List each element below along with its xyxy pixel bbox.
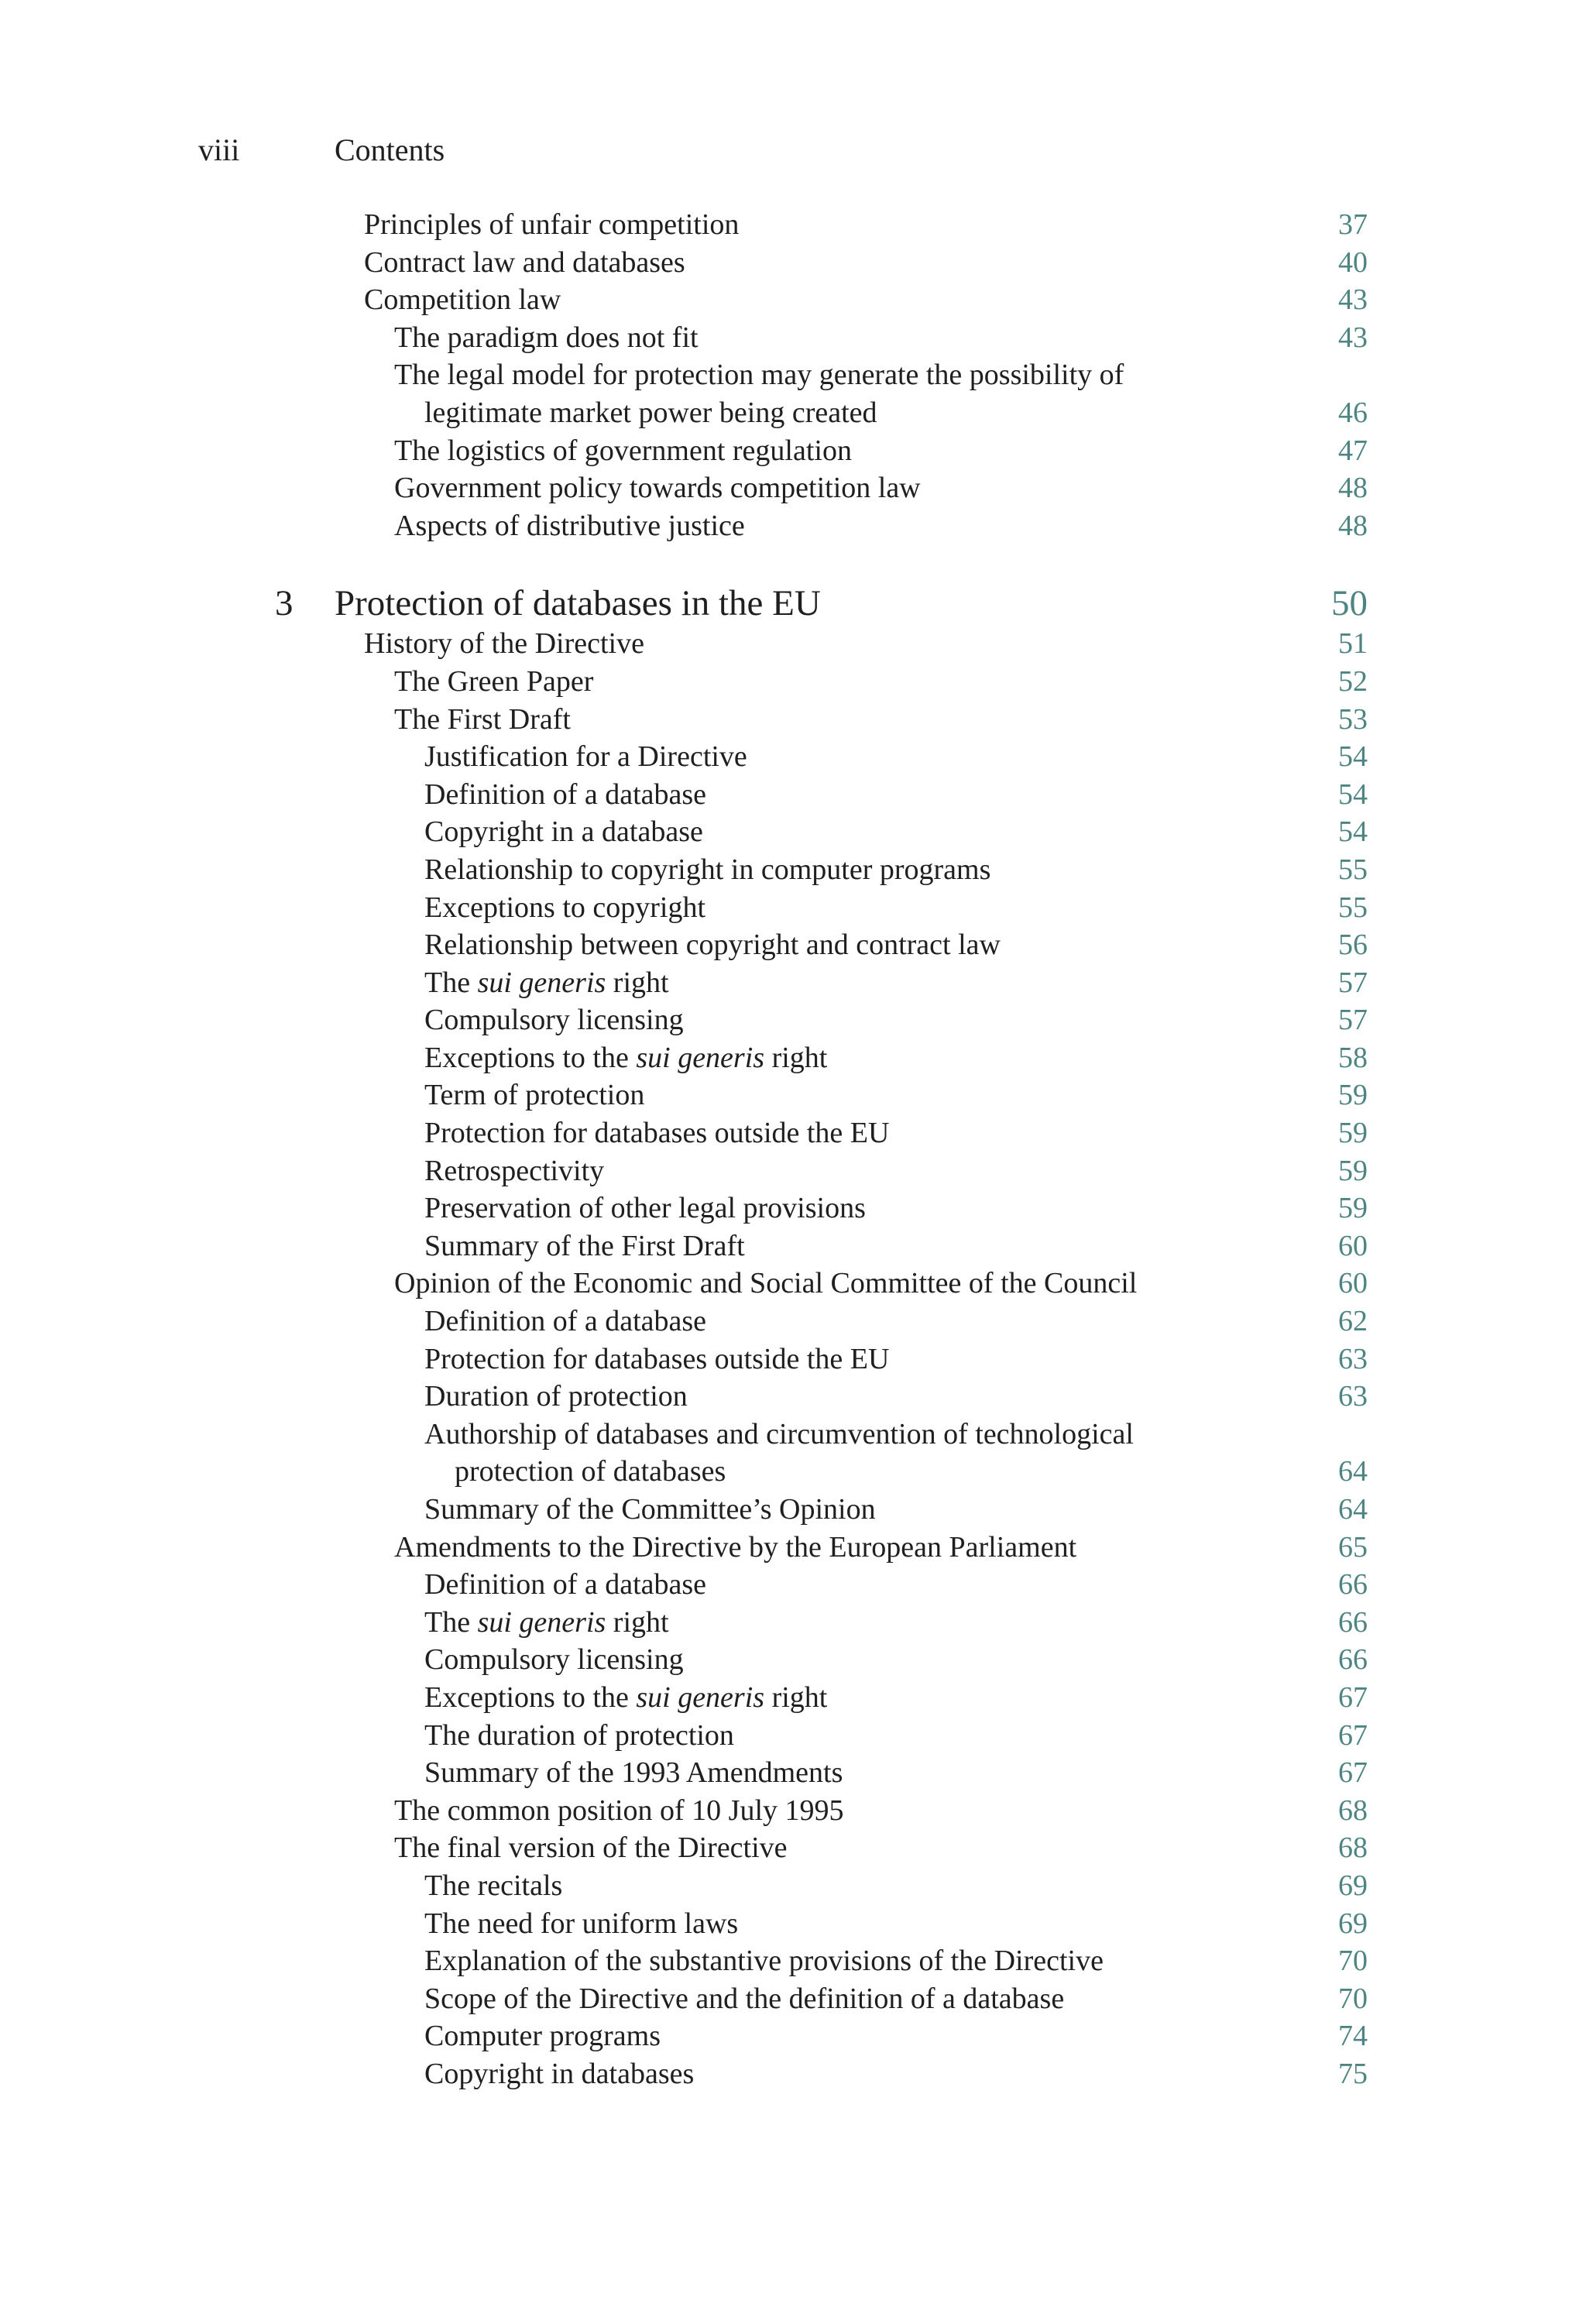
toc-entry-page: 54	[1338, 815, 1368, 849]
toc-entry-page: 57	[1338, 1004, 1368, 1037]
toc-entry-page: 70	[1338, 1982, 1368, 2015]
toc-entry	[0, 206, 1586, 244]
toc-entry	[0, 469, 1586, 507]
toc-entry-title: Duration of protection	[424, 1380, 688, 1413]
toc-entry-page: 43	[1338, 321, 1368, 354]
toc-entry-page: 59	[1338, 1192, 1368, 1225]
toc-entry	[0, 701, 1586, 739]
toc-entry-title	[424, 1604, 669, 1642]
toc-entry-page: 37	[1338, 208, 1368, 241]
title-prefix: Exceptions to the	[424, 1680, 637, 1714]
title-suffix: right	[606, 966, 669, 999]
toc-entry	[0, 1341, 1586, 1378]
toc-entry	[0, 1265, 1586, 1303]
title-suffix: right	[606, 1605, 669, 1639]
toc-entry	[0, 776, 1586, 814]
title-italic: sui generis	[477, 966, 606, 999]
toc-entry	[0, 1829, 1586, 1867]
toc-entry-page: 55	[1338, 853, 1368, 886]
toc-entry-page: 66	[1338, 1568, 1368, 1601]
toc-entry-page: 60	[1338, 1229, 1368, 1262]
toc-entry-title: Copyright in databases	[424, 2057, 695, 2090]
toc-entry-title: The paradigm does not fit	[394, 321, 699, 354]
toc-entry-title: The duration of protection	[424, 1718, 734, 1752]
toc-entry-page: 51	[1338, 627, 1368, 661]
toc-entry-title: Opinion of the Economic and Social Committee of the Council	[394, 1267, 1138, 1300]
title-suffix: right	[764, 1041, 828, 1074]
chapter-number: 3	[275, 583, 294, 624]
toc-entry-page: 60	[1338, 1267, 1368, 1300]
toc-entry-title: Principles of unfair competition	[364, 208, 740, 241]
toc-entry-page: 66	[1338, 1643, 1368, 1677]
toc-entry-page: 57	[1338, 966, 1368, 999]
toc-entry-title: The logistics of government regulation	[394, 434, 852, 467]
toc-entry	[0, 1152, 1586, 1190]
toc-entry-page: 48	[1338, 472, 1368, 505]
toc-entry-page: 62	[1338, 1305, 1368, 1338]
toc-entry	[0, 1905, 1586, 1943]
toc-entry-title: Compulsory licensing	[424, 1004, 684, 1037]
toc-entry-title: Retrospectivity	[424, 1154, 605, 1187]
toc-entry-title: The recitals	[424, 1869, 563, 1902]
toc-entry-page: 67	[1338, 1718, 1368, 1752]
toc-entry-page: 59	[1338, 1117, 1368, 1150]
toc-entry-page: 66	[1338, 1605, 1368, 1639]
toc-entry-page: 53	[1338, 702, 1368, 736]
toc-entry	[0, 663, 1586, 701]
toc-entry	[0, 356, 1586, 394]
toc-entry-page: 46	[1338, 396, 1368, 429]
toc-entry-title: Compulsory licensing	[424, 1643, 684, 1677]
toc-entry	[0, 1867, 1586, 1905]
toc-entry-page: 63	[1338, 1342, 1368, 1375]
toc-entry-title: The legal model for protection may generate the possibility of	[394, 359, 1124, 392]
toc-entry-page: 68	[1338, 1831, 1368, 1865]
toc-entry	[0, 926, 1586, 964]
toc-entry	[0, 507, 1586, 545]
toc-entry-page: 64	[1338, 1493, 1368, 1526]
title-italic: sui generis	[477, 1605, 606, 1639]
toc-entry	[0, 1039, 1586, 1077]
toc-entry	[0, 432, 1586, 470]
title-prefix: Exceptions to the	[424, 1041, 637, 1074]
toc-entry	[0, 1114, 1586, 1152]
toc-entry	[0, 813, 1586, 851]
toc-entry	[0, 1529, 1586, 1567]
toc-entry-title: Preservation of other legal provisions	[424, 1192, 866, 1225]
toc-entry-title: Exceptions to copyright	[424, 891, 706, 924]
toc-entry	[0, 1942, 1586, 1980]
chapter-title: Protection of databases in the EU	[335, 583, 821, 624]
page-header	[0, 129, 1586, 172]
toc-entry	[0, 1717, 1586, 1755]
toc-entry-page: 68	[1338, 1794, 1368, 1827]
table-of-contents	[0, 206, 1586, 2093]
toc-entry-title: The need for uniform laws	[424, 1907, 739, 1940]
toc-entry-title: Summary of the First Draft	[424, 1229, 745, 1262]
toc-entry	[0, 319, 1586, 357]
toc-entry-title	[424, 964, 669, 1002]
toc-entry-title: Contract law and databases	[364, 245, 685, 279]
toc-entry-page: 69	[1338, 1907, 1368, 1940]
toc-entry-title: Scope of the Directive and the definition of a database	[424, 1982, 1065, 2015]
toc-entry	[0, 964, 1586, 1002]
toc-entry-title: Protection for databases outside the EU	[424, 1117, 890, 1150]
toc-entry	[0, 1491, 1586, 1529]
toc-entry-title: Relationship to copyright in computer programs	[424, 853, 991, 886]
toc-entry-page: 67	[1338, 1756, 1368, 1790]
toc-entry-title: Competition law	[364, 283, 561, 317]
toc-entry-title: Relationship between copyright and contract law	[424, 929, 1001, 962]
toc-entry	[0, 2055, 1586, 2093]
toc-entry	[0, 625, 1586, 663]
toc-entry-page: 67	[1338, 1680, 1368, 1714]
toc-entry-page: 58	[1338, 1041, 1368, 1074]
toc-entry-title: Summary of the Committee’s Opinion	[424, 1493, 876, 1526]
toc-entry-page: 48	[1338, 509, 1368, 542]
chapter-heading	[0, 582, 1586, 625]
toc-entry	[0, 1604, 1586, 1642]
chapter-page: 50	[1331, 583, 1368, 624]
toc-entry	[0, 1980, 1586, 2018]
toc-entry	[0, 1679, 1586, 1717]
toc-entry	[0, 1076, 1586, 1114]
page-folio: viii	[198, 132, 240, 167]
toc-entry-page: 40	[1338, 245, 1368, 279]
toc-entry-title: Aspects of distributive justice	[394, 509, 745, 542]
toc-entry-page: 75	[1338, 2057, 1368, 2090]
toc-entry-title	[424, 1039, 827, 1077]
toc-entry-page: 54	[1338, 778, 1368, 811]
toc-entry	[0, 1378, 1586, 1416]
toc-entry-title: Term of protection	[424, 1079, 645, 1112]
title-suffix: right	[764, 1680, 828, 1714]
title-italic: sui generis	[636, 1680, 765, 1714]
toc-entry	[0, 1303, 1586, 1341]
toc-entry-continuation	[0, 394, 1586, 432]
toc-entry-title: Summary of the 1993 Amendments	[424, 1756, 843, 1790]
toc-entry	[0, 851, 1586, 889]
toc-entry	[0, 281, 1586, 319]
toc-entry-title: The common position of 10 July 1995	[394, 1794, 844, 1827]
toc-entry-title: Copyright in a database	[424, 815, 703, 849]
toc-entry-title: protection of databases	[455, 1455, 726, 1488]
toc-entry	[0, 1416, 1586, 1454]
toc-entry-title: Definition of a database	[424, 778, 707, 811]
toc-entry-title: History of the Directive	[364, 627, 644, 661]
toc-entry-page: 65	[1338, 1530, 1368, 1564]
toc-entry-page: 52	[1338, 664, 1368, 698]
toc-entry-title: Authorship of databases and circumvention of technological	[424, 1417, 1134, 1450]
toc-entry-page: 43	[1338, 283, 1368, 317]
toc-entry-title: Amendments to the Directive by the European Parliament	[394, 1530, 1077, 1564]
toc-entry-title: Definition of a database	[424, 1305, 707, 1338]
toc-entry	[0, 2017, 1586, 2055]
toc-entry-page: 55	[1338, 891, 1368, 924]
toc-entry-title: Explanation of the substantive provisions of the Directive	[424, 1945, 1104, 1978]
toc-entry-title: The final version of the Directive	[394, 1831, 788, 1865]
toc-entry-page: 63	[1338, 1380, 1368, 1413]
toc-entry	[0, 1189, 1586, 1227]
toc-entry-title: Protection for databases outside the EU	[424, 1342, 890, 1375]
toc-entry-page: 69	[1338, 1869, 1368, 1902]
toc-entry-title: Definition of a database	[424, 1568, 707, 1601]
toc-entry-page: 56	[1338, 929, 1368, 962]
chapter-spacer	[0, 544, 1586, 582]
toc-entry	[0, 738, 1586, 776]
toc-entry-title: The Green Paper	[394, 664, 594, 698]
toc-entry-page: 47	[1338, 434, 1368, 467]
toc-entry	[0, 1227, 1586, 1265]
toc-entry-page: 59	[1338, 1079, 1368, 1112]
toc-entry-title: The First Draft	[394, 702, 571, 736]
toc-entry-page: 70	[1338, 1945, 1368, 1978]
toc-entry-title: Computer programs	[424, 2020, 661, 2053]
toc-entry-title: Justification for a Directive	[424, 740, 747, 774]
toc-entry	[0, 1792, 1586, 1830]
toc-entry-title: legitimate market power being created	[424, 396, 877, 429]
toc-entry-page: 59	[1338, 1154, 1368, 1187]
toc-entry-title: Government policy towards competition law	[394, 472, 921, 505]
toc-entry	[0, 1566, 1586, 1604]
toc-entry	[0, 1641, 1586, 1679]
toc-entry	[0, 244, 1586, 282]
running-head: Contents	[335, 132, 445, 167]
toc-entry-page: 64	[1338, 1455, 1368, 1488]
toc-entry-page: 54	[1338, 740, 1368, 774]
toc-entry	[0, 889, 1586, 927]
title-prefix: The	[424, 1605, 478, 1639]
toc-entry-continuation	[0, 1453, 1586, 1491]
toc-entry-page: 74	[1338, 2020, 1368, 2053]
title-prefix: The	[424, 966, 478, 999]
toc-entry	[0, 1001, 1586, 1039]
title-italic: sui generis	[636, 1041, 765, 1074]
toc-entry-title	[424, 1679, 827, 1717]
toc-entry	[0, 1754, 1586, 1792]
